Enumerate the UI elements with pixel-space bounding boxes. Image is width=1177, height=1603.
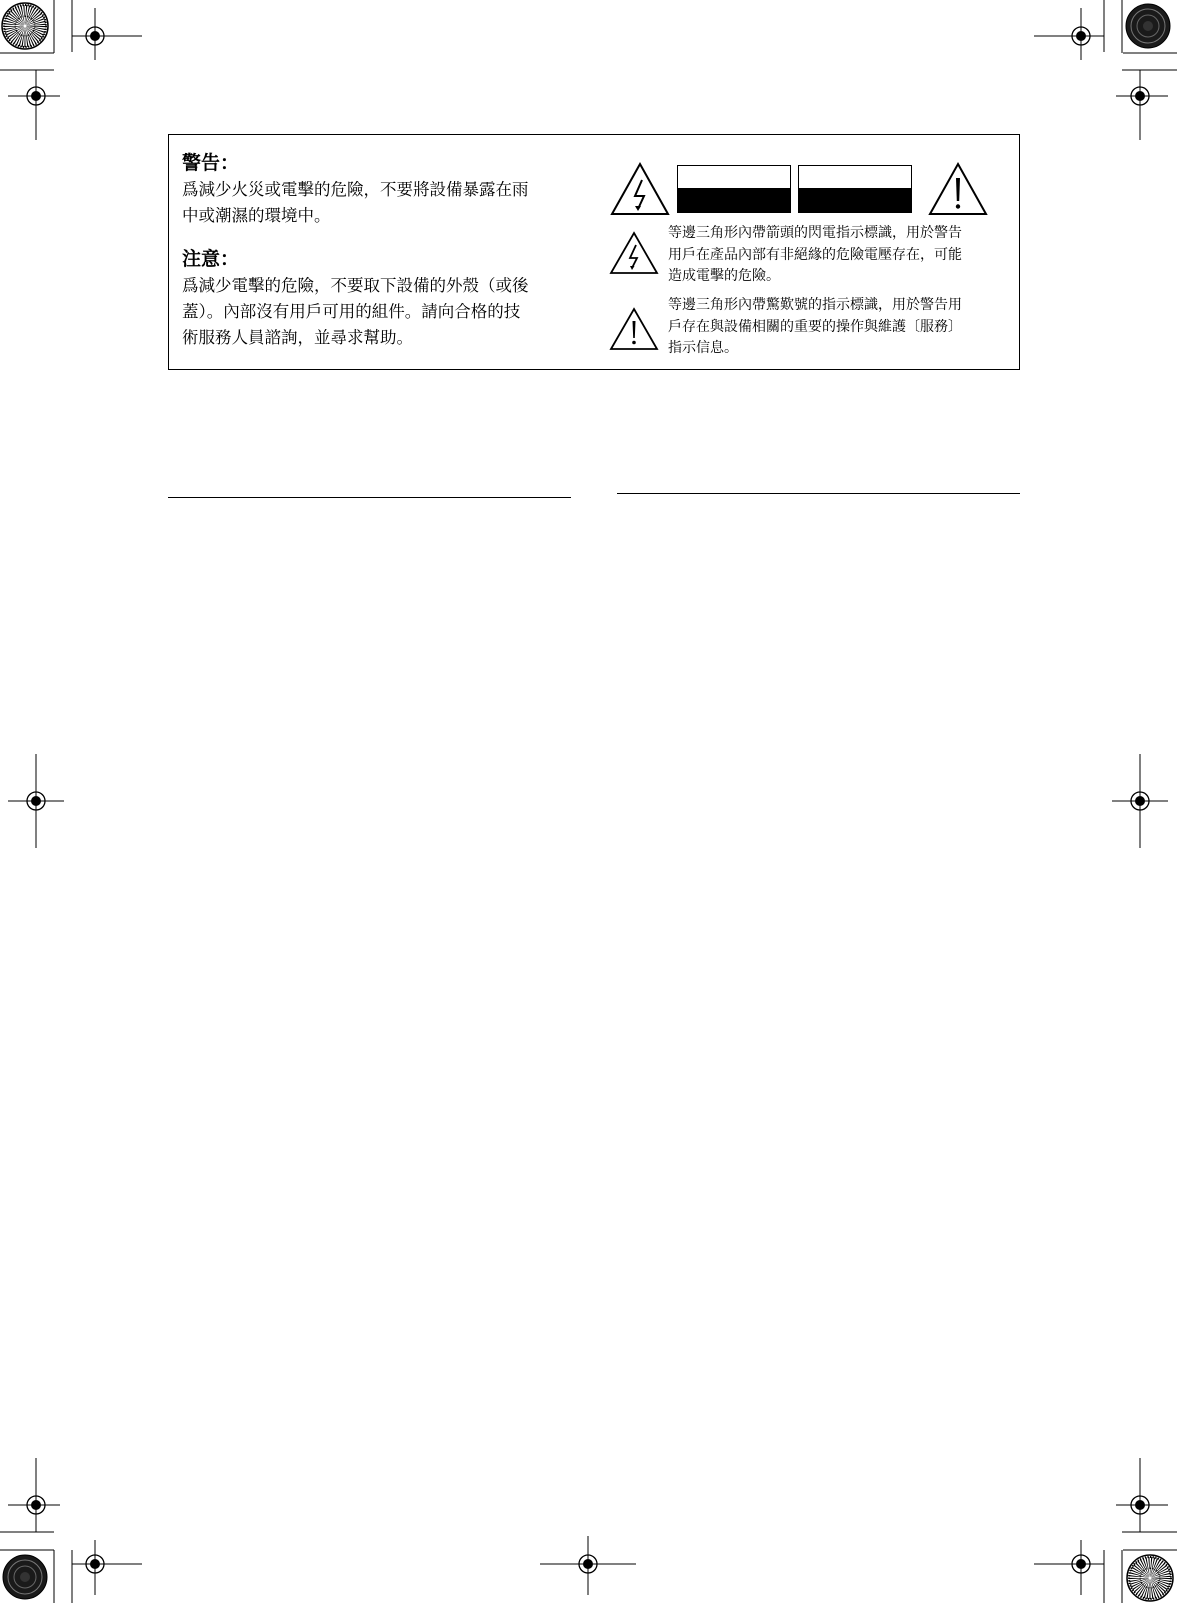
label-panel-left [677, 165, 791, 213]
lightning-line: 造成電擊的危險。 [668, 268, 780, 284]
caution-line: 爲減少電擊的危險，不要取下設備的外殼（或後 [182, 276, 529, 295]
right-column-rule [617, 493, 1020, 494]
caution-line: 蓋）。內部沒有用戶可用的組件。請向合格的技 [182, 302, 521, 321]
exclamation-warning-icon [927, 161, 989, 217]
exclamation-line: 指示信息。 [668, 340, 738, 356]
label-panel-right [798, 165, 912, 213]
warning-line: 中或潮濕的環境中。 [182, 206, 331, 225]
caution-body [182, 273, 572, 351]
exclamation-symbol-description [668, 295, 988, 360]
caution-line: 術服務人員諮詢，並尋求幫助。 [182, 328, 413, 347]
lightning-line: 用戶在產品內部有非絕緣的危險電壓存在，可能 [668, 246, 962, 263]
lightning-line: 等邊三角形內帶箭頭的閃電指示標識，用於警告 [668, 225, 962, 241]
warning-heading: 警告： [182, 152, 240, 174]
caution-heading: 注意： [182, 248, 240, 270]
lightning-warning-icon [609, 231, 659, 275]
warning-text-column [182, 151, 572, 351]
caution-label-graphic [609, 157, 999, 215]
lightning-warning-icon [609, 161, 671, 217]
exclamation-line: 戶存在與設備相關的重要的操作與維護〔服務〕 [668, 318, 962, 335]
warning-line: 爲減少火災或電擊的危險，不要將設備暴露在雨 [182, 180, 529, 199]
exclamation-warning-icon [609, 307, 659, 351]
safety-warning-box [168, 134, 1020, 370]
exclamation-line: 等邊三角形內帶驚歎號的指示標識，用於警告用 [668, 297, 962, 313]
warning-body [182, 177, 572, 229]
lightning-symbol-description [668, 223, 988, 288]
left-column-rule [168, 497, 571, 498]
